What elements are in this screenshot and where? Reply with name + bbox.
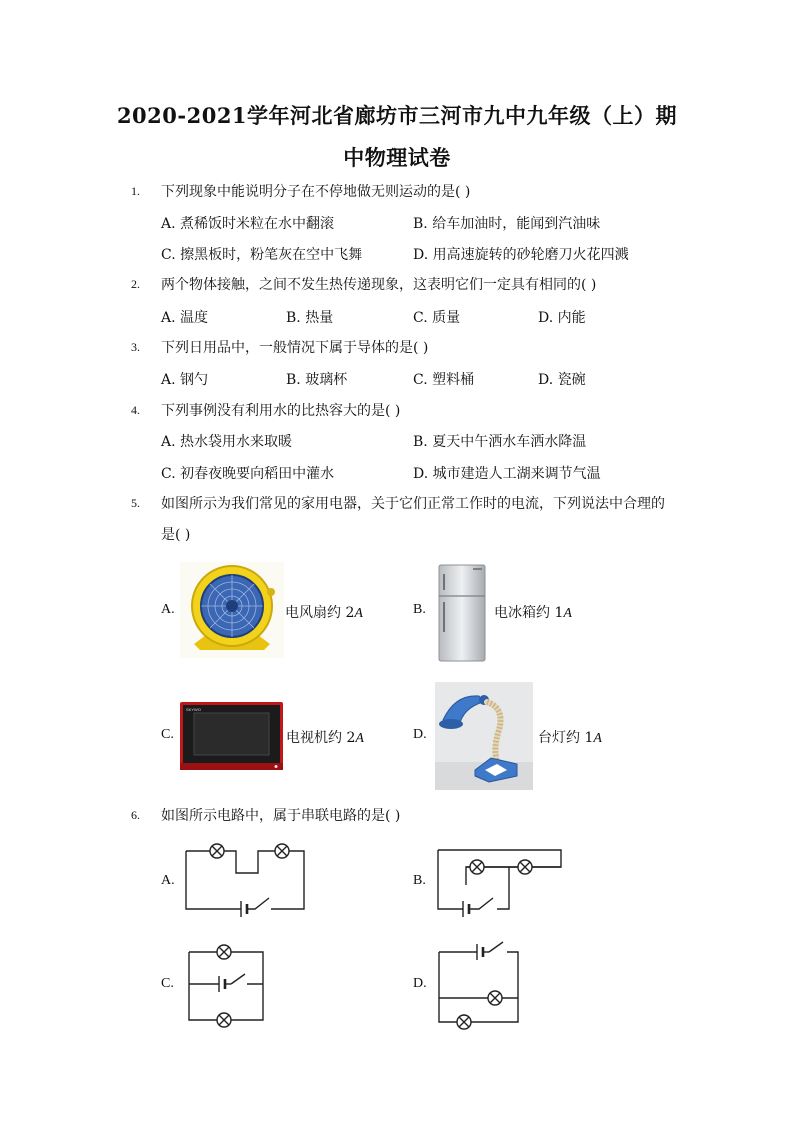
option-d[interactable]: D. 用高速旋转的砂轮磨刀火花四溅	[413, 247, 629, 263]
option-c[interactable]: C. 塑料桶	[413, 372, 475, 388]
question-text: 下列日用品中，一般情况下属于导体的是( )	[161, 340, 429, 356]
question-number: 3.	[131, 340, 140, 354]
tv-image	[180, 702, 283, 770]
option-a-label[interactable]: A.	[161, 873, 175, 888]
option-c-caption[interactable]: 电视机约 2A	[286, 730, 364, 746]
fan-image	[180, 562, 284, 658]
option-d[interactable]: D. 内能	[538, 310, 586, 326]
question-number: 1.	[131, 184, 140, 198]
question-text: 下列事例没有利用水的比热容大的是( )	[161, 403, 401, 419]
option-b[interactable]: B. 玻璃杯	[286, 372, 348, 388]
circuit-b-diagram	[437, 845, 563, 920]
page-title-line1: 2020-2021学年河北省廊坊市三河市九中九年级（上）期	[116, 103, 678, 128]
tv-brand-label: SKYWO	[186, 707, 201, 712]
option-a[interactable]: A. 热水袋用水来取暖	[161, 434, 293, 450]
option-d[interactable]: D. 瓷碗	[538, 372, 586, 388]
question-number: 6.	[131, 808, 140, 822]
fridge-image	[433, 562, 491, 664]
option-b[interactable]: B. 热量	[286, 310, 334, 326]
option-b[interactable]: B. 给车加油时，能闻到汽油味	[413, 216, 601, 232]
page-title-line2: 中物理试卷	[343, 145, 451, 170]
circuit-c-diagram	[185, 940, 267, 1028]
question-text-line2: 是( )	[161, 527, 191, 543]
option-d-label[interactable]: D.	[413, 727, 427, 742]
question-text: 两个物体接触，之间不发生热传递现象，这表明它们一定具有相同的( )	[161, 277, 597, 293]
option-d-caption[interactable]: 台灯约 1A	[538, 730, 602, 746]
option-c[interactable]: C. 擦黑板时，粉笔灰在空中飞舞	[161, 247, 363, 263]
option-a-caption[interactable]: 电风扇约 2A	[285, 605, 363, 621]
option-c[interactable]: C. 质量	[413, 310, 461, 326]
question-text: 下列现象中能说明分子在不停地做无则运动的是( )	[161, 184, 471, 200]
option-b-label[interactable]: B.	[413, 602, 426, 617]
question-text: 如图所示为我们常见的家用电器，关于它们正常工作时的电流，下列说法中合理的	[161, 496, 665, 512]
question-number: 5.	[131, 496, 140, 510]
option-a[interactable]: A. 温度	[161, 310, 209, 326]
circuit-d-diagram	[437, 940, 521, 1030]
option-b[interactable]: B. 夏天中午洒水车洒水降温	[413, 434, 587, 450]
circuit-a-diagram	[185, 840, 307, 920]
option-d[interactable]: D. 城市建造人工湖来调节气温	[413, 466, 601, 482]
option-c-label[interactable]: C.	[161, 976, 174, 991]
option-d-label[interactable]: D.	[413, 976, 427, 991]
question-text: 如图所示电路中，属于串联电路的是( )	[161, 808, 401, 824]
option-b-caption[interactable]: 电冰箱约 1A	[494, 605, 572, 621]
option-c-label[interactable]: C.	[161, 727, 174, 742]
option-a[interactable]: A. 煮稀饭时米粒在水中翻滚	[161, 216, 335, 232]
option-b-label[interactable]: B.	[413, 873, 426, 888]
question-number: 2.	[131, 277, 140, 291]
lamp-image	[435, 682, 533, 790]
option-c[interactable]: C. 初春夜晚要向稻田中灌水	[161, 466, 335, 482]
option-a[interactable]: A. 钢勺	[161, 372, 209, 388]
question-number: 4.	[131, 403, 140, 417]
option-a-label[interactable]: A.	[161, 602, 175, 617]
